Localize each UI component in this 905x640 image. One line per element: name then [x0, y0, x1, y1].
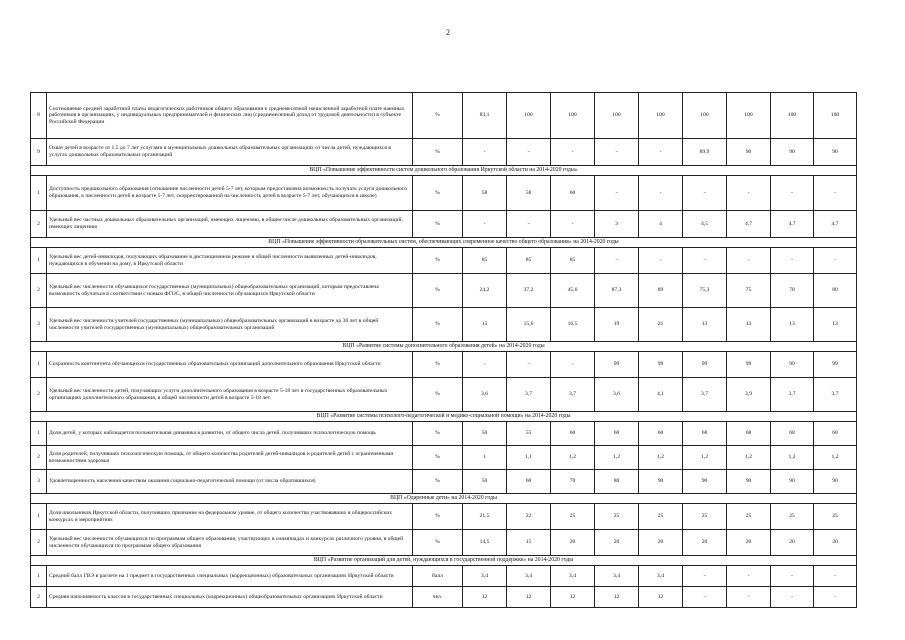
section-header-row — [31, 166, 857, 176]
row-number: 2 — [31, 530, 47, 556]
unit-cell: % — [413, 93, 463, 139]
value-cell: 25 — [814, 504, 857, 530]
value-cell: 85 — [463, 248, 507, 274]
value-cell: 100 — [814, 93, 857, 139]
value-cell: 1,2 — [727, 446, 771, 470]
value-cell: 99 — [639, 352, 683, 378]
table-row — [31, 446, 857, 470]
value-cell: 3,7 — [814, 378, 857, 412]
value-cell: - — [814, 566, 857, 587]
value-cell: 90 — [771, 470, 814, 494]
section-header-row — [31, 412, 857, 422]
table-row — [31, 378, 857, 412]
table-row — [31, 308, 857, 342]
value-cell: - — [771, 566, 814, 587]
value-cell: - — [639, 139, 683, 166]
value-cell: 55 — [507, 422, 551, 446]
value-cell: 20 — [595, 530, 639, 556]
unit-cell: % — [413, 422, 463, 446]
value-cell: 4,5 — [683, 211, 727, 238]
value-cell: 3,7 — [683, 378, 727, 412]
value-cell: - — [463, 211, 507, 238]
indicator-description: Удельный вес численности учителей государственных (муниципальных) общеобразовательных организаций в возрасте до 30 лет в общей численности учителей государственных (муниципальных) общеобразовательных организаций — [47, 308, 413, 342]
value-cell: 100 — [771, 93, 814, 139]
value-cell: 50 — [463, 422, 507, 446]
value-cell: 70 — [551, 470, 595, 494]
value-cell: 20 — [639, 530, 683, 556]
section-title: ВЦП «Одаренные дети» на 2014-2020 годы — [31, 494, 857, 504]
row-number: 1 — [31, 176, 47, 211]
value-cell: 90 — [814, 470, 857, 494]
value-cell: 58 — [507, 176, 551, 211]
value-cell: - — [507, 139, 551, 166]
value-cell: 15,6 — [507, 308, 551, 342]
value-cell: - — [683, 248, 727, 274]
row-number: 9 — [31, 139, 47, 166]
value-cell: - — [507, 211, 551, 238]
unit-cell: % — [413, 211, 463, 238]
value-cell: 99 — [814, 352, 857, 378]
value-cell: 1,2 — [595, 446, 639, 470]
table-row — [31, 566, 857, 587]
value-cell: 13 — [771, 308, 814, 342]
unit-cell: чел. — [413, 587, 463, 608]
row-number: 1 — [31, 504, 47, 530]
value-cell: 99 — [595, 352, 639, 378]
value-cell: 13 — [814, 308, 857, 342]
value-cell: 14,5 — [463, 530, 507, 556]
indicator-description: Удельный вес частных дошкольных образовательных организаций, имеющих лицензию, в общем числе дошкольных образовательных организаций, имеющих лицензию — [47, 211, 413, 238]
table-row — [31, 274, 857, 308]
indicator-description: Доля родителей, получивших психологическую помощь, от общего количества родителей детей-инвалидов и родителей детей с ограниченными возможностями здоровья — [47, 446, 413, 470]
value-cell: 90 — [639, 470, 683, 494]
row-number: 2 — [31, 211, 47, 238]
value-cell: 3,7 — [507, 378, 551, 412]
unit-cell: % — [413, 176, 463, 211]
value-cell: - — [727, 176, 771, 211]
indicator-description: Сохранность контингента обучающихся государственных образовательных организаций дополнительного образования Иркутской области — [47, 352, 413, 378]
value-cell: 3,6 — [595, 378, 639, 412]
value-cell: 4,1 — [639, 378, 683, 412]
indicator-description: Доля детей, у которых наблюдается положительная динамика в развитии, от общего числа детей, получивших психологическую помощь — [47, 422, 413, 446]
section-title: ВЦП «Развитие системы психолого-педагогической и медико-социальной помощи» на 2014-2020 годы — [31, 412, 857, 422]
value-cell: 60 — [595, 422, 639, 446]
value-cell: 3,4 — [639, 566, 683, 587]
value-cell: 90 — [727, 470, 771, 494]
indicator-description: Удельный вес численности обучающихся по программам общего образования, участвующих в олимпиадах и конкурсах различного уровня, в общей численности обучающихся по программам общего образования — [47, 530, 413, 556]
value-cell: 3,6 — [463, 378, 507, 412]
value-cell: 3,7 — [771, 378, 814, 412]
value-cell: 100 — [683, 93, 727, 139]
value-cell: 4,7 — [771, 211, 814, 238]
value-cell: 3,4 — [507, 566, 551, 587]
value-cell: 1,2 — [771, 446, 814, 470]
row-number: 1 — [31, 248, 47, 274]
section-title: ВЦП «Повышение эффективности образовательных систем, обеспечивающих современное качество общего образования» на 2014-2020 годы — [31, 238, 857, 248]
value-cell: 80 — [814, 274, 857, 308]
indicator-description: Доля школьников Иркутской области, получивших признание на федеральном уровне, от общего количества участвовавших в общероссийских конкурсах и мероприятиях — [47, 504, 413, 530]
value-cell: 60 — [639, 422, 683, 446]
value-cell: 3,9 — [727, 378, 771, 412]
value-cell: - — [727, 587, 771, 608]
indicator-description: Удельный вес численности детей, получающих услуги дополнительного образования в возрасте 5-18 лет в государственных образовательных организациях дополнительного образования, в общей численности детей в возрасте 5-18 лет — [47, 378, 413, 412]
value-cell: - — [814, 248, 857, 274]
value-cell: 3,7 — [551, 378, 595, 412]
unit-cell: % — [413, 446, 463, 470]
value-cell: - — [683, 176, 727, 211]
indicator-description: Удельный вес детей-инвалидов, получающих образование в дистанционном режиме в общей численности выявленных детей-инвалидов, нуждающихся в обучении на дому, в Иркутской области — [47, 248, 413, 274]
value-cell: - — [551, 139, 595, 166]
section-header-row — [31, 494, 857, 504]
value-cell: 25 — [727, 504, 771, 530]
indicator-description: Охват детей в возрасте от 1,5 до 7 лет услугами в муниципальных дошкольных образовательных организациях от числа детей, нуждающихся в услугах дошкольных образовательных организаций — [47, 139, 413, 166]
row-number: 8 — [31, 93, 47, 139]
value-cell: 68 — [814, 422, 857, 446]
value-cell: 89,9 — [683, 139, 727, 166]
unit-cell: балл — [413, 566, 463, 587]
value-cell: 15 — [463, 308, 507, 342]
value-cell: - — [463, 139, 507, 166]
unit-cell: % — [413, 378, 463, 412]
indicator-description: Удовлетворенность населения качеством оказания социально-педагогической помощи (от числа обратившихся) — [47, 470, 413, 494]
value-cell: 100 — [507, 93, 551, 139]
row-number: 2 — [31, 587, 47, 608]
row-number: 1 — [31, 352, 47, 378]
section-header-row — [31, 556, 857, 566]
value-cell: - — [683, 566, 727, 587]
page-number: 2 — [446, 28, 450, 37]
indicator-description: Средняя наполняемость классов в государственных специальных (коррекционных) общеобразовательных организациях Иркутской области — [47, 587, 413, 608]
value-cell: 25 — [639, 504, 683, 530]
value-cell: - — [727, 566, 771, 587]
value-cell: 90 — [727, 139, 771, 166]
value-cell: 4,7 — [727, 211, 771, 238]
value-cell: 85 — [551, 248, 595, 274]
row-number: 1 — [31, 422, 47, 446]
value-cell: 50 — [463, 470, 507, 494]
value-cell: 3,4 — [595, 566, 639, 587]
unit-cell: % — [413, 352, 463, 378]
value-cell: 100 — [595, 93, 639, 139]
row-number: 2 — [31, 274, 47, 308]
value-cell: 20 — [683, 530, 727, 556]
table-row — [31, 352, 857, 378]
value-cell: 1,2 — [814, 446, 857, 470]
section-header-row — [31, 238, 857, 248]
value-cell: 90 — [814, 139, 857, 166]
value-cell: - — [814, 587, 857, 608]
value-cell: 100 — [727, 93, 771, 139]
value-cell: 68 — [771, 422, 814, 446]
value-cell: - — [595, 176, 639, 211]
value-cell: 78 — [771, 274, 814, 308]
table-row — [31, 93, 857, 139]
section-title: ВЦП «Повышение эффективности систем дошкольного образования Иркутской области на 2014-2020 годы» — [31, 166, 857, 176]
value-cell: 100 — [639, 93, 683, 139]
indicator-description: Соотношение средней заработной платы педагогических работников общего образования к среднемесячной начисленной заработной плате наемных работников в организациях, у индивидуальных предпринимателей и физических лиц (среднемесячный доход от трудовой деятельности) в субъекте Российской Федерации — [47, 93, 413, 139]
row-number: 2 — [31, 378, 47, 412]
value-cell: 3 — [595, 211, 639, 238]
table-row — [31, 530, 857, 556]
table-row — [31, 422, 857, 446]
value-cell: 3,4 — [551, 566, 595, 587]
value-cell: - — [507, 352, 551, 378]
value-cell: 15 — [507, 530, 551, 556]
value-cell: 20 — [771, 530, 814, 556]
value-cell: 22 — [507, 504, 551, 530]
table-row — [31, 139, 857, 166]
value-cell: 100 — [551, 93, 595, 139]
value-cell: - — [683, 587, 727, 608]
value-cell: 21,5 — [463, 504, 507, 530]
value-cell: 1 — [463, 446, 507, 470]
value-cell: 80 — [595, 470, 639, 494]
value-cell: 1,2 — [683, 446, 727, 470]
value-cell: 12 — [551, 587, 595, 608]
value-cell: - — [551, 352, 595, 378]
value-cell: 4 — [639, 211, 683, 238]
value-cell: - — [639, 176, 683, 211]
table-row — [31, 504, 857, 530]
unit-cell: % — [413, 308, 463, 342]
value-cell: 60 — [551, 176, 595, 211]
section-title: ВЦП «Развитие системы дополнительного образования детей» на 2014-2020 годы — [31, 342, 857, 352]
indicator-description: Средний балл ГВЭ в расчете на 1 предмет в государственных специальных (коррекционных) образовательных организациях Иркутской области — [47, 566, 413, 587]
value-cell: - — [727, 248, 771, 274]
value-cell: - — [595, 139, 639, 166]
value-cell: 21 — [639, 308, 683, 342]
value-cell: 16,5 — [551, 308, 595, 342]
table-row — [31, 211, 857, 238]
value-cell: 20 — [727, 530, 771, 556]
value-cell: 3,4 — [463, 566, 507, 587]
value-cell: 60 — [507, 470, 551, 494]
value-cell: - — [771, 248, 814, 274]
unit-cell: % — [413, 470, 463, 494]
value-cell: 99 — [771, 352, 814, 378]
value-cell: 19 — [595, 308, 639, 342]
row-number: 2 — [31, 446, 47, 470]
row-number: 3 — [31, 308, 47, 342]
value-cell: 12 — [507, 587, 551, 608]
value-cell: 83,1 — [463, 93, 507, 139]
value-cell: 75,3 — [683, 274, 727, 308]
section-header-row — [31, 342, 857, 352]
value-cell: 12 — [595, 587, 639, 608]
value-cell: - — [771, 587, 814, 608]
value-cell: 99 — [727, 352, 771, 378]
table-row — [31, 248, 857, 274]
value-cell: 20 — [814, 530, 857, 556]
value-cell: 68 — [683, 422, 727, 446]
value-cell: 12 — [639, 587, 683, 608]
table-row — [31, 587, 857, 608]
indicator-description: Доступность предшкольного образования (отношение численности детей 5-7 лет, которым предоставлена возможность получать услуги дошкольного образования, к численности детей в возрасте 5-7 лет, скорректированной на численность детей в возрасте 5-7 лет, обучающихся в школе) — [47, 176, 413, 211]
value-cell: 12 — [463, 587, 507, 608]
unit-cell: % — [413, 248, 463, 274]
value-cell: 25 — [551, 504, 595, 530]
value-cell: 45,6 — [551, 274, 595, 308]
value-cell: - — [639, 248, 683, 274]
value-cell: 4,7 — [814, 211, 857, 238]
value-cell: 75 — [727, 274, 771, 308]
value-cell: 1,2 — [551, 446, 595, 470]
value-cell: - — [771, 176, 814, 211]
value-cell: 1,2 — [639, 446, 683, 470]
value-cell: 25 — [595, 504, 639, 530]
value-cell: 68 — [727, 422, 771, 446]
value-cell: 37,2 — [507, 274, 551, 308]
value-cell: 24,2 — [463, 274, 507, 308]
value-cell: 13 — [683, 308, 727, 342]
value-cell: 25 — [771, 504, 814, 530]
unit-cell: % — [413, 530, 463, 556]
value-cell: - — [814, 176, 857, 211]
value-cell: 99 — [683, 352, 727, 378]
unit-cell: % — [413, 274, 463, 308]
value-cell: 1,1 — [507, 446, 551, 470]
unit-cell: % — [413, 139, 463, 166]
value-cell: 90 — [683, 470, 727, 494]
value-cell: 89 — [639, 274, 683, 308]
value-cell: 85 — [507, 248, 551, 274]
value-cell: 87,3 — [595, 274, 639, 308]
indicators-table — [30, 92, 857, 608]
table-row — [31, 176, 857, 211]
value-cell: 58 — [463, 176, 507, 211]
section-title: ВЦП «Развитие организаций для детей, нуждающихся в государственной поддержке» на 2014-2020 годы — [31, 556, 857, 566]
indicator-description: Удельный вес численности обучающихся государственных (муниципальных) общеобразовательных организаций, которым предоставлена возможность обучаться в соответствии с новым ФГОС, в общей численности обучающихся Иркутской области — [47, 274, 413, 308]
value-cell: 20 — [551, 530, 595, 556]
value-cell: - — [595, 248, 639, 274]
value-cell: 60 — [551, 422, 595, 446]
value-cell: - — [463, 352, 507, 378]
row-number: 3 — [31, 470, 47, 494]
table-row — [31, 470, 857, 494]
value-cell: 25 — [683, 504, 727, 530]
row-number: 1 — [31, 566, 47, 587]
value-cell: 90 — [771, 139, 814, 166]
value-cell: - — [551, 211, 595, 238]
value-cell: 13 — [727, 308, 771, 342]
unit-cell: % — [413, 504, 463, 530]
